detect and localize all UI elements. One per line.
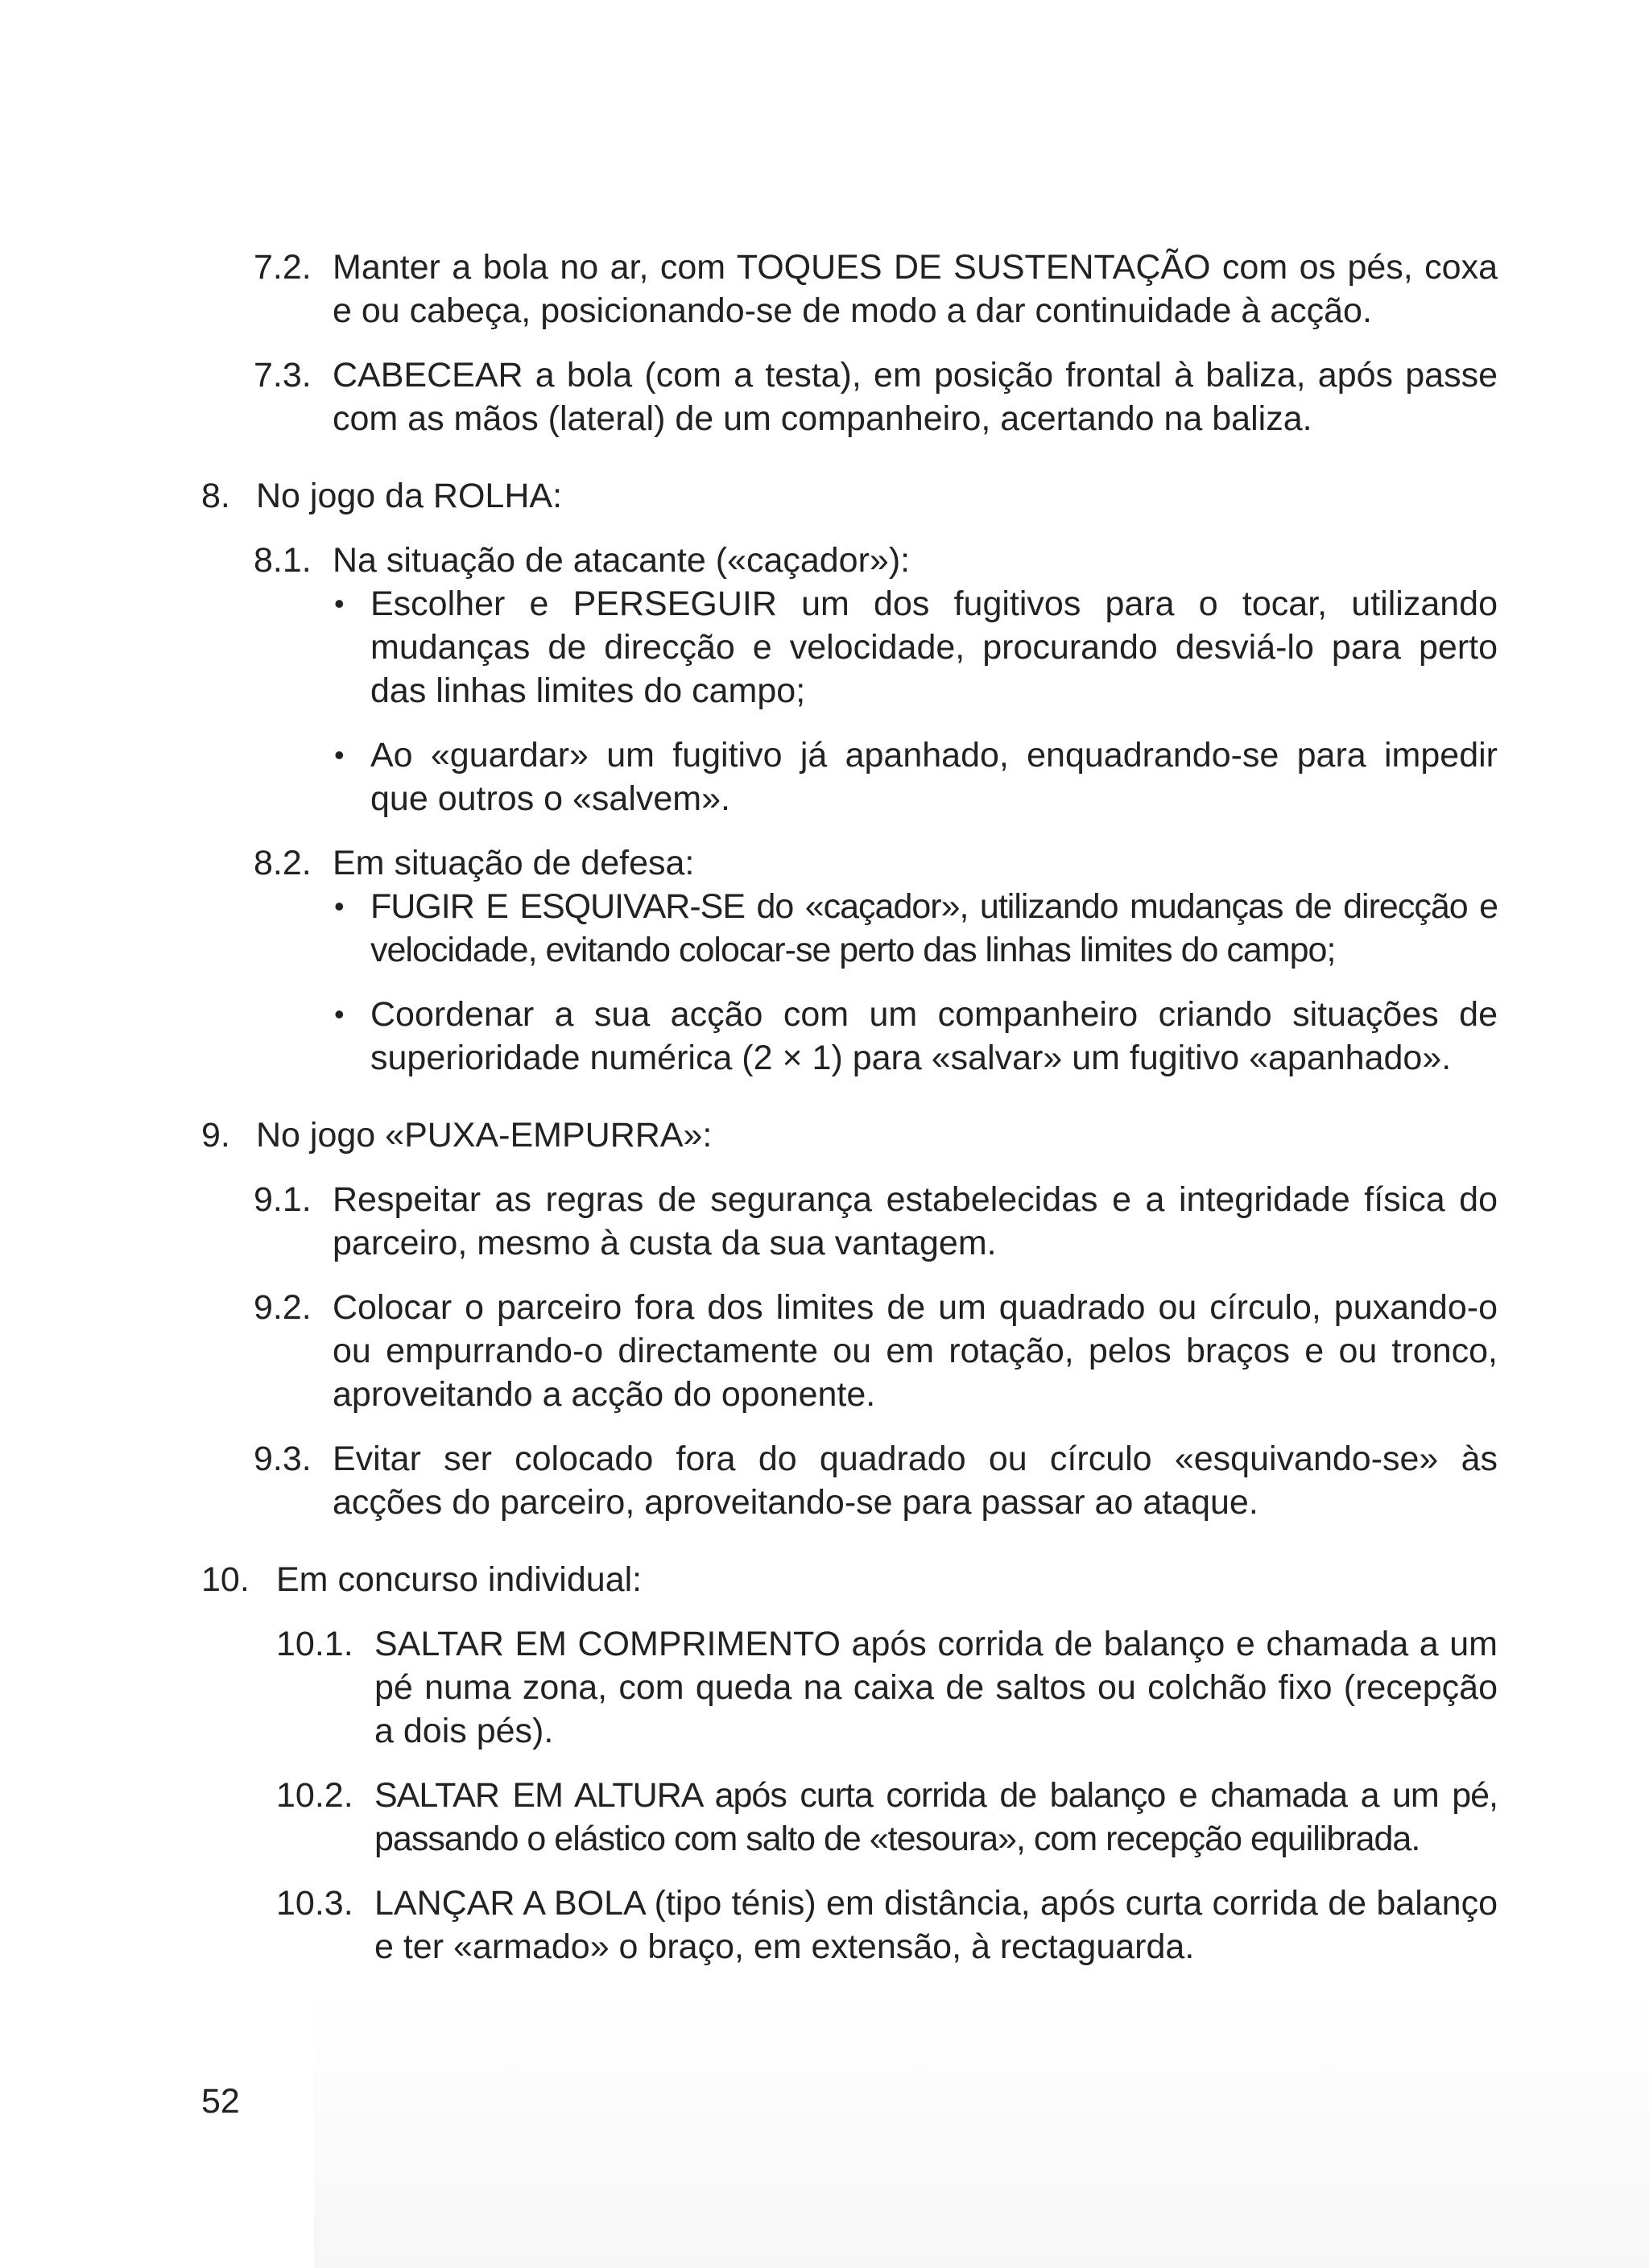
list-item-10-2 bbox=[276, 1774, 1498, 1861]
bullet-icon: • bbox=[334, 587, 345, 620]
list-item-7-3 bbox=[254, 353, 1498, 440]
bullet-icon: • bbox=[334, 890, 345, 923]
section-number: 8. bbox=[201, 477, 230, 515]
item-text: CABECEAR a bola (com a testa), em posição frontal à baliza, após passe com as mãos (lateral) de um companheiro, acertando na baliza. bbox=[333, 356, 1498, 438]
item-number: 10.2. bbox=[276, 1776, 353, 1815]
item-text: Colocar o parceiro fora dos limites de um quadrado ou círculo, puxando-o ou empurrando-o directamente ou em rotação, pelos braços e ou tronco, aproveitando a acção do oponente. bbox=[333, 1288, 1498, 1414]
list-item-10-3 bbox=[276, 1882, 1498, 1968]
bullet-item bbox=[333, 885, 1498, 972]
bullet-item bbox=[333, 582, 1498, 713]
item-text: Em situação de defesa: bbox=[333, 844, 695, 882]
item-text: SALTAR EM COMPRIMENTO após corrida de balanço e chamada a um pé numa zona, com queda na caixa de saltos ou colchão fixo (recepção a dois pés). bbox=[374, 1625, 1498, 1750]
section-title: No jogo «PUXA-EMPURRA»: bbox=[256, 1116, 713, 1155]
bullet-icon: • bbox=[334, 738, 345, 771]
section-number: 9. bbox=[201, 1116, 230, 1155]
section-title: Em concurso individual: bbox=[276, 1560, 643, 1599]
section-title: No jogo da ROLHA: bbox=[256, 477, 563, 515]
page-background-shade bbox=[314, 1989, 1649, 2268]
item-text: SALTAR EM ALTURA após curta corrida de balanço e chamada a um pé, passando o elástico com salto de «tesoura», com recepção equilibrada. bbox=[374, 1776, 1498, 1858]
list-item-9-2 bbox=[254, 1286, 1498, 1416]
section-heading-8 bbox=[201, 474, 1498, 518]
item-number: 7.3. bbox=[254, 356, 312, 395]
item-number: 9.2. bbox=[254, 1288, 312, 1327]
item-text: Manter a bola no ar, com TOQUES DE SUSTENTAÇÃO com os pés, coxa e ou cabeça, posicionando-se de modo a dar continuidade à acção. bbox=[333, 248, 1498, 330]
bullet-text: FUGIR E ESQUIVAR-SE do «caçador», utilizando mudanças de direcção e velocidade, evitando colocar-se perto das linhas limites do campo; bbox=[370, 887, 1498, 969]
item-text: LANÇAR A BOLA (tipo ténis) em distância, após curta corrida de balanço e ter «armado» o braço, em extensão, à rectaguarda. bbox=[374, 1884, 1498, 1966]
bullet-text: Coordenar a sua acção com um companheiro criando situações de superioridade numérica (2 × 1) para «salvar» um fugitivo «apanhado». bbox=[370, 995, 1498, 1077]
bullet-icon: • bbox=[334, 998, 345, 1031]
item-number: 10.1. bbox=[276, 1625, 353, 1663]
list-item-8-1 bbox=[254, 539, 1498, 582]
bullet-text: Escolher e PERSEGUIR um dos fugitivos para o tocar, utilizando mudanças de direcção e velocidade, procurando desviá-lo para perto das linhas limites do campo; bbox=[370, 585, 1498, 710]
item-number: 10.3. bbox=[276, 1884, 353, 1923]
list-item-7-2 bbox=[254, 246, 1498, 333]
list-item-10-1 bbox=[276, 1622, 1498, 1753]
item-number: 7.2. bbox=[254, 248, 312, 287]
section-number: 10. bbox=[201, 1560, 250, 1599]
item-number: 8.1. bbox=[254, 541, 312, 580]
item-number: 8.2. bbox=[254, 844, 312, 882]
item-text: Evitar ser colocado fora do quadrado ou círculo «esquivando-se» às acções do parceiro, aproveitando-se para passar ao ataque. bbox=[333, 1440, 1498, 1522]
bullet-item bbox=[333, 733, 1498, 820]
item-text: Respeitar as regras de segurança estabelecidas e a integridade física do parceiro, mesmo à custa da sua vantagem. bbox=[333, 1180, 1498, 1262]
list-item-9-3 bbox=[254, 1437, 1498, 1524]
document-body bbox=[201, 246, 1498, 1968]
page-number: 52 bbox=[201, 2082, 240, 2121]
item-number: 9.1. bbox=[254, 1180, 312, 1219]
section-heading-9 bbox=[201, 1113, 1498, 1157]
list-item-8-2 bbox=[254, 841, 1498, 885]
item-number: 9.3. bbox=[254, 1440, 312, 1478]
bullet-text: Ao «guardar» um fugitivo já apanhado, enquadrando-se para impedir que outros o «salvem». bbox=[370, 736, 1498, 818]
item-text: Na situação de atacante («caçador»): bbox=[333, 541, 911, 580]
bullet-item bbox=[333, 993, 1498, 1080]
section-heading-10 bbox=[201, 1558, 1498, 1601]
list-item-9-1 bbox=[254, 1178, 1498, 1265]
